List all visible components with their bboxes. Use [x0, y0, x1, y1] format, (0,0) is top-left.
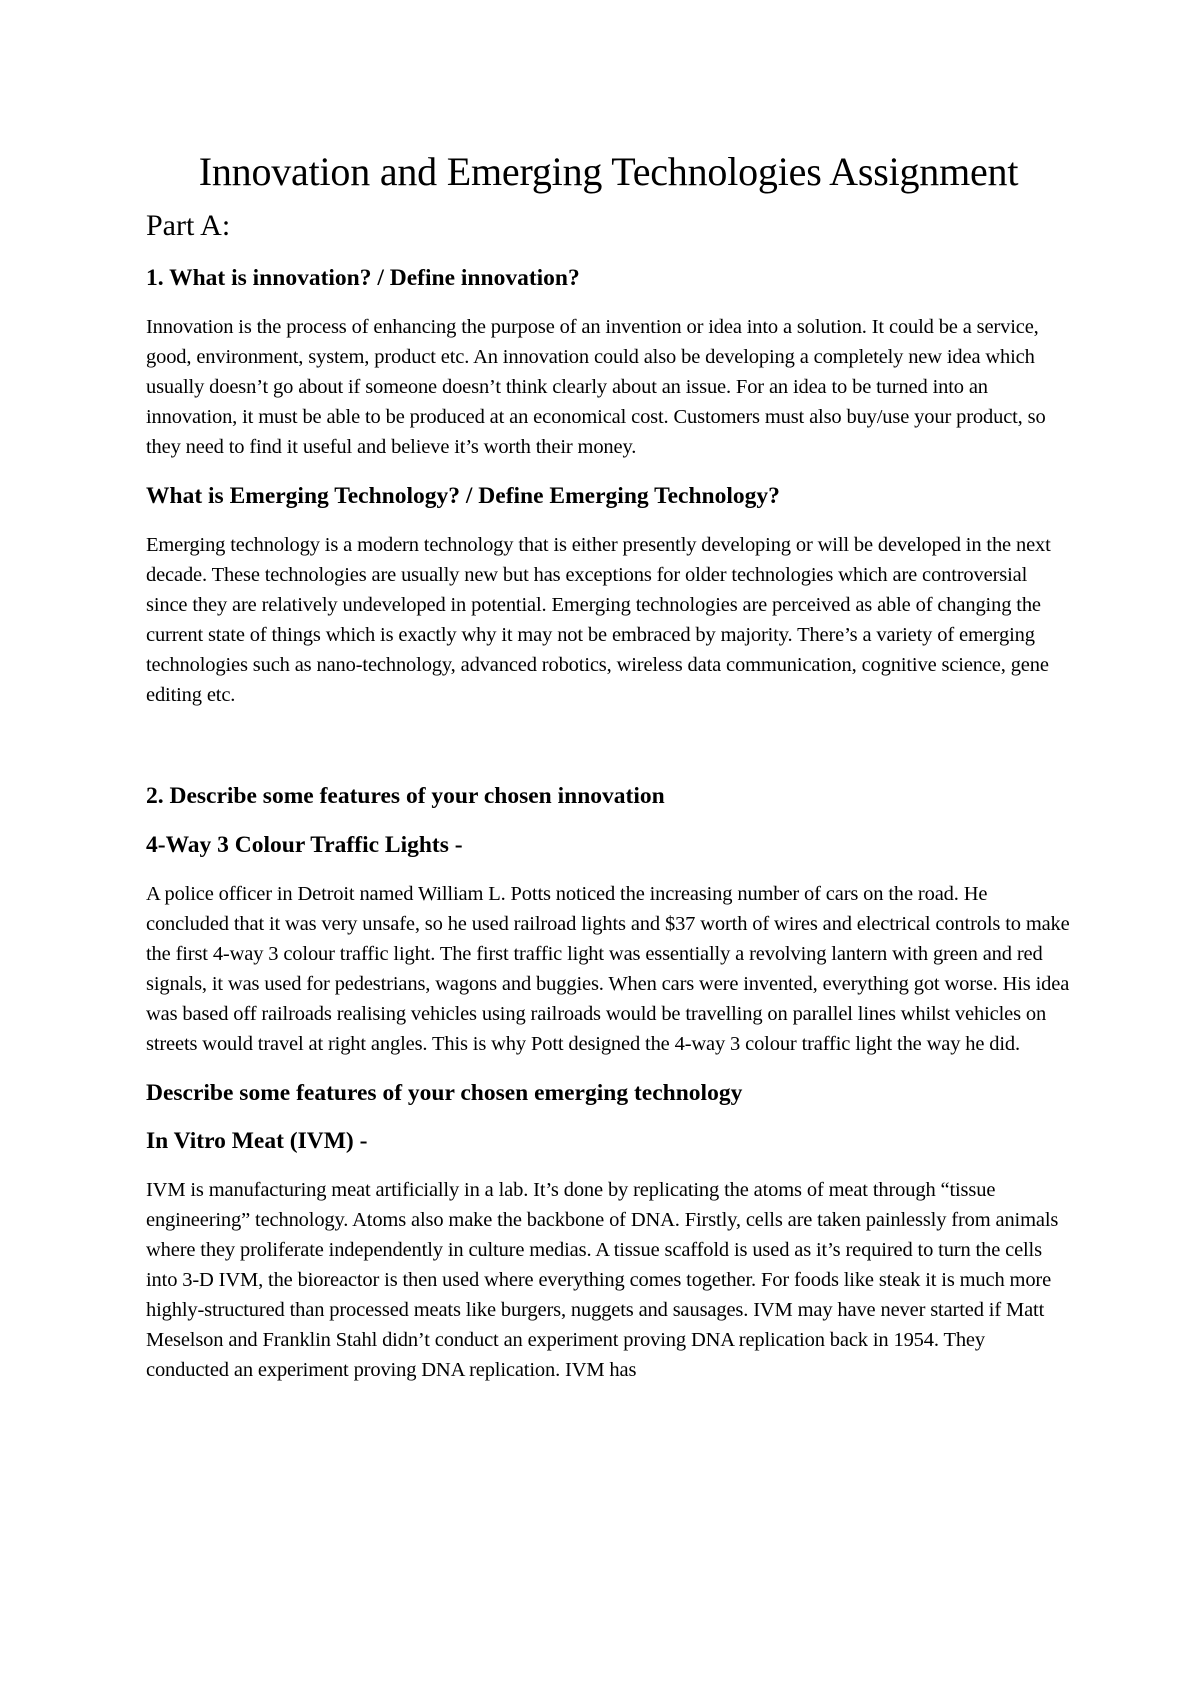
- document-title: Innovation and Emerging Technologies Assignment: [198, 149, 1019, 194]
- question-1b-answer: Emerging technology is a modern technology that is either presently developing or will be developed in the next decade. These technologies are usually new but has exceptions for older technologies which are controversial since they are relatively undeveloped in potential. Emerging technologies are perceived as able of changing the current state of things which is exactly why it may not be embraced by majority. There’s a variety of emerging technologies such as nano-technology, advanced robotics, wireless data communication, cognitive science, gene editing etc.: [146, 534, 1051, 707]
- question-1b-heading: What is Emerging Technology? / Define Emerging Technology?: [146, 483, 780, 510]
- section-spacer: [146, 730, 1071, 782]
- question-2-answer: A police officer in Detroit named William L. Potts noticed the increasing number of cars on the road. He concluded that it was very unsafe, so he used railroad lights and $37 worth of wires and electrical controls to make the first 4-way 3 colour traffic light. The first traffic light was essentially a revolving lantern with green and red signals, it was used for pedestrians, wagons and buggies. When cars were invented, everything got worse. His idea was based off railroads realising vehicles using railroads would be travelling on parallel lines whilst vehicles on streets would travel at right angles. This is why Pott designed the 4-way 3 colour traffic light the way he did.: [146, 882, 1070, 1055]
- part-a-heading: Part A:: [146, 209, 231, 242]
- question-1-answer: Innovation is the process of enhancing the purpose of an invention or idea into a solution. It could be a service, good, environment, system, product etc. An innovation could also be developing a completely new idea which usually doesn’t go about if someone doesn’t think clearly about an issue. For an idea to be turned into an innovation, it must be able to be produced at an economical cost. Customers must also buy/use your product, so they need to find it useful and believe it’s worth their money.: [146, 316, 1046, 459]
- question-2b-answer: IVM is manufacturing meat artificially in a lab. It’s done by replicating the atoms of meat through “tissue engineering” technology. Atoms also make the backbone of DNA. Firstly, cells are taken painlessly from animals where they proliferate independently in culture medias. A tissue scaffold is used as it’s required to turn the cells into 3-D IVM, the bioreactor is then used where everything comes together. For foods like steak it is much more highly-structured than processed meats like burgers, nuggets and sausages. IVM may have never started if Matt Meselson and Franklin Stahl didn’t conduct an experiment proving DNA replication back in 1954. They conducted an experiment proving DNA replication. IVM has: [146, 1179, 1059, 1382]
- question-2-subheading: 4-Way 3 Colour Traffic Lights -: [146, 831, 463, 858]
- question-2b-subheading: In Vitro Meat (IVM) -: [146, 1127, 368, 1154]
- document-body: [146, 148, 1071, 1405]
- question-2-heading: 2. Describe some features of your chosen innovation: [146, 783, 665, 810]
- question-1-heading: 1. What is innovation? / Define innovation?: [146, 265, 580, 291]
- question-2b-heading: Describe some features of your chosen emerging technology: [146, 1079, 743, 1106]
